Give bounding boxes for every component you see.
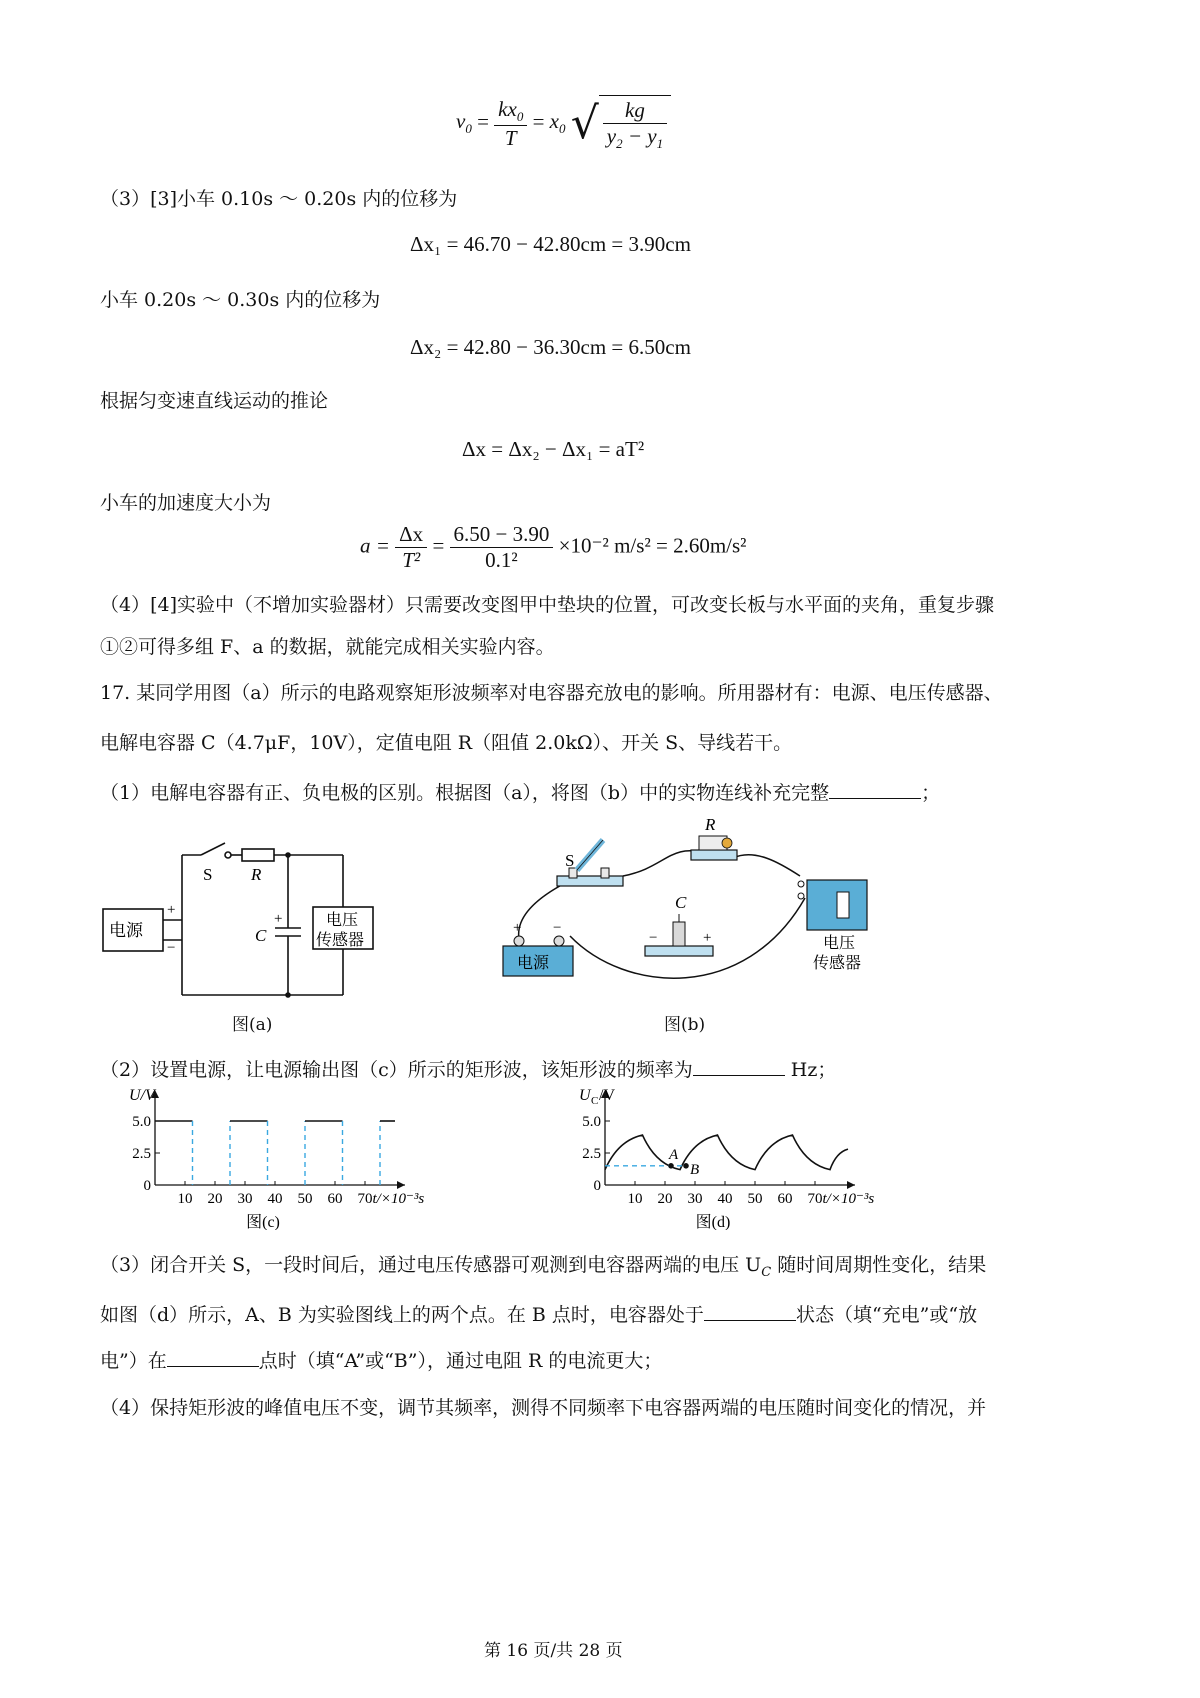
fig-b-caption: 图(b) (664, 1015, 706, 1035)
x-axis-label: t/×10⁻³s (372, 1191, 425, 1207)
part3-line3: 根据匀变速直线运动的推论 (100, 390, 329, 412)
y-tick-label: 2.5 (582, 1146, 601, 1162)
point-label-a: A (669, 1146, 679, 1163)
svg-text:−: − (167, 940, 176, 956)
point-a (668, 1163, 674, 1169)
y-tick-label: 0 (143, 1178, 151, 1194)
svg-text:R: R (705, 818, 716, 834)
x-axis-arrow (847, 1181, 855, 1189)
svg-text:电压: 电压 (823, 935, 856, 952)
part3-line4: 小车的加速度大小为 (100, 492, 272, 514)
svg-text:传感器: 传感器 (316, 932, 365, 949)
fig-a-capacitor-label: C (255, 926, 267, 945)
fig-a-source-label: 电源 (109, 921, 143, 940)
y-axis-label-sub: C (591, 1095, 599, 1107)
x-tick-label: 50 (297, 1191, 313, 1207)
x-tick-label: 50 (747, 1191, 763, 1207)
chart-c (95, 1080, 425, 1230)
fig-a-switch-label: S (203, 865, 213, 884)
svg-text:+: + (274, 911, 283, 927)
figure-a-circuit (95, 835, 385, 1035)
x-tick-label: 20 (657, 1191, 673, 1207)
voltage-sensor-device (798, 880, 867, 930)
y-axis-label: U/V (129, 1087, 155, 1104)
q17-line1: 17. 某同学用图（a）所示的电路观察矩形波频率对电容器充放电的影响。所用器材有：电源、电压传感器、 (100, 682, 1003, 704)
q17-p4: （4）保持矩形波的峰值电压不变，调节其频率，测得不同频率下电容器两端的电压随时间变化的情况，并 (100, 1397, 987, 1419)
resistor-symbol (242, 849, 274, 861)
figure-b-apparatus (495, 818, 895, 1008)
y-tick-label: 2.5 (132, 1146, 151, 1162)
chart-d (545, 1080, 880, 1230)
x-tick-label: 70 (357, 1191, 373, 1207)
answer-blank-2[interactable] (693, 1057, 785, 1076)
y-axis-label: U (579, 1087, 591, 1104)
x-tick-label: 10 (177, 1191, 193, 1207)
part3-intro: （3）[3]小车 0.10s ～ 0.20s 内的位移为 (100, 188, 458, 210)
formula-v0: $v_0$ = $\frac{kx_0}{T}$ = $x_0$ √ $\frac{kg}{y_2 - y_1}$ (456, 95, 671, 175)
svg-text:传感器: 传感器 (813, 955, 862, 972)
point-b (683, 1163, 689, 1169)
x-tick-label: 10 (627, 1191, 643, 1207)
x-tick-label: 70 (807, 1191, 823, 1207)
fig-a-resistor-label: R (251, 865, 262, 884)
resistor-device (691, 836, 737, 860)
x-axis-label: t/×10⁻³s (822, 1191, 875, 1207)
svg-text:−: − (649, 930, 658, 946)
x-tick-label: 40 (267, 1191, 283, 1207)
y-axis-label-unit: /V (599, 1087, 615, 1104)
q17-p2: （2）设置电源，让电源输出图（c）所示的矩形波，该矩形波的频率为 Hz； (100, 1059, 837, 1081)
v0-lhs: $v_0$ (456, 109, 472, 137)
part4-line1: （4）[4]实验中（不增加实验器材）只需要改变图甲中垫块的位置，可改变长板与水平面的夹角，重复步骤 (100, 594, 995, 616)
svg-text:−: − (553, 920, 562, 936)
svg-text:S: S (565, 851, 575, 870)
fig-a-caption: 图(a) (232, 1015, 273, 1035)
answer-blank-3[interactable] (704, 1302, 796, 1321)
uc-curve (605, 1135, 848, 1170)
x-tick-label: 40 (717, 1191, 733, 1207)
part3-eq1: Δx₁ = 46.70 − 42.80cm = 3.90cm (410, 232, 691, 256)
svg-text:+: + (703, 930, 712, 946)
part4-line2: ①②可得多组 F、a 的数据，就能完成相关实验内容。 (100, 636, 555, 658)
x-tick-label: 60 (777, 1191, 793, 1207)
svg-text:C: C (675, 893, 687, 912)
page-footer: 第 16 页/共 28 页 (484, 1641, 623, 1661)
q17-p1: （1）电解电容器有正、负电极的区别。根据图（a），将图（b）中的实物连线补充完整 ； (100, 782, 941, 804)
answer-blank-4[interactable] (167, 1348, 259, 1367)
chart-caption: 图(d) (695, 1214, 731, 1230)
svg-text:电压: 电压 (326, 912, 359, 929)
v0-sqrt: √ $\frac{kg}{y_2 - y_1}$ (571, 95, 671, 152)
x-axis-arrow (397, 1181, 405, 1189)
part3-line2: 小车 0.20s ～ 0.30s 内的位移为 (100, 289, 381, 311)
svg-text:+: + (167, 902, 176, 918)
chart-caption: 图(c) (246, 1214, 280, 1230)
y-tick-label: 5.0 (132, 1114, 151, 1130)
part3-eq4: a = $\frac{\Delta x}{\text{T²}}$ = $\frac{6.50 - 3.90}{\text{0.1²}}$ ×10⁻² m/s² = 2.60m/s² (360, 522, 747, 572)
x-tick-label: 60 (327, 1191, 343, 1207)
x-tick-label: 30 (237, 1191, 253, 1207)
answer-blank-1[interactable] (829, 780, 921, 799)
q17-p3-line3: 电”）在 点时（填“A”或“B”），通过电阻 R 的电流更大； (100, 1350, 663, 1372)
point-label-b: B (690, 1161, 700, 1178)
switch-blade (201, 843, 225, 855)
svg-text:电源: 电源 (517, 955, 550, 972)
q17-line2: 电解电容器 C（4.7μF，10V），定值电阻 R（阻值 2.0kΩ）、开关 S、导线若干。 (100, 732, 793, 754)
part3-eq2: Δx₂ = 42.80 − 36.30cm = 6.50cm (410, 335, 691, 359)
y-tick-label: 5.0 (582, 1114, 601, 1130)
x-tick-label: 30 (687, 1191, 703, 1207)
q17-p3-line2: 如图（d）所示，A、B 为实验图线上的两个点。在 B 点时，电容器处于 状态（填“充电”或“放 (100, 1304, 978, 1326)
svg-text:+: + (513, 920, 522, 936)
part3-eq3: Δx = Δx₂ − Δx₁ = aT² (462, 437, 645, 461)
x-tick-label: 20 (207, 1191, 223, 1207)
y-tick-label: 0 (593, 1178, 601, 1194)
v0-frac1: $\frac{kx_0}{T}$ (494, 97, 527, 151)
q17-p3-line1: （3）闭合开关 S，一段时间后，通过电压传感器可观测到电容器两端的电压 $U_C$ 随时间周期性变化，结果 (100, 1254, 987, 1280)
